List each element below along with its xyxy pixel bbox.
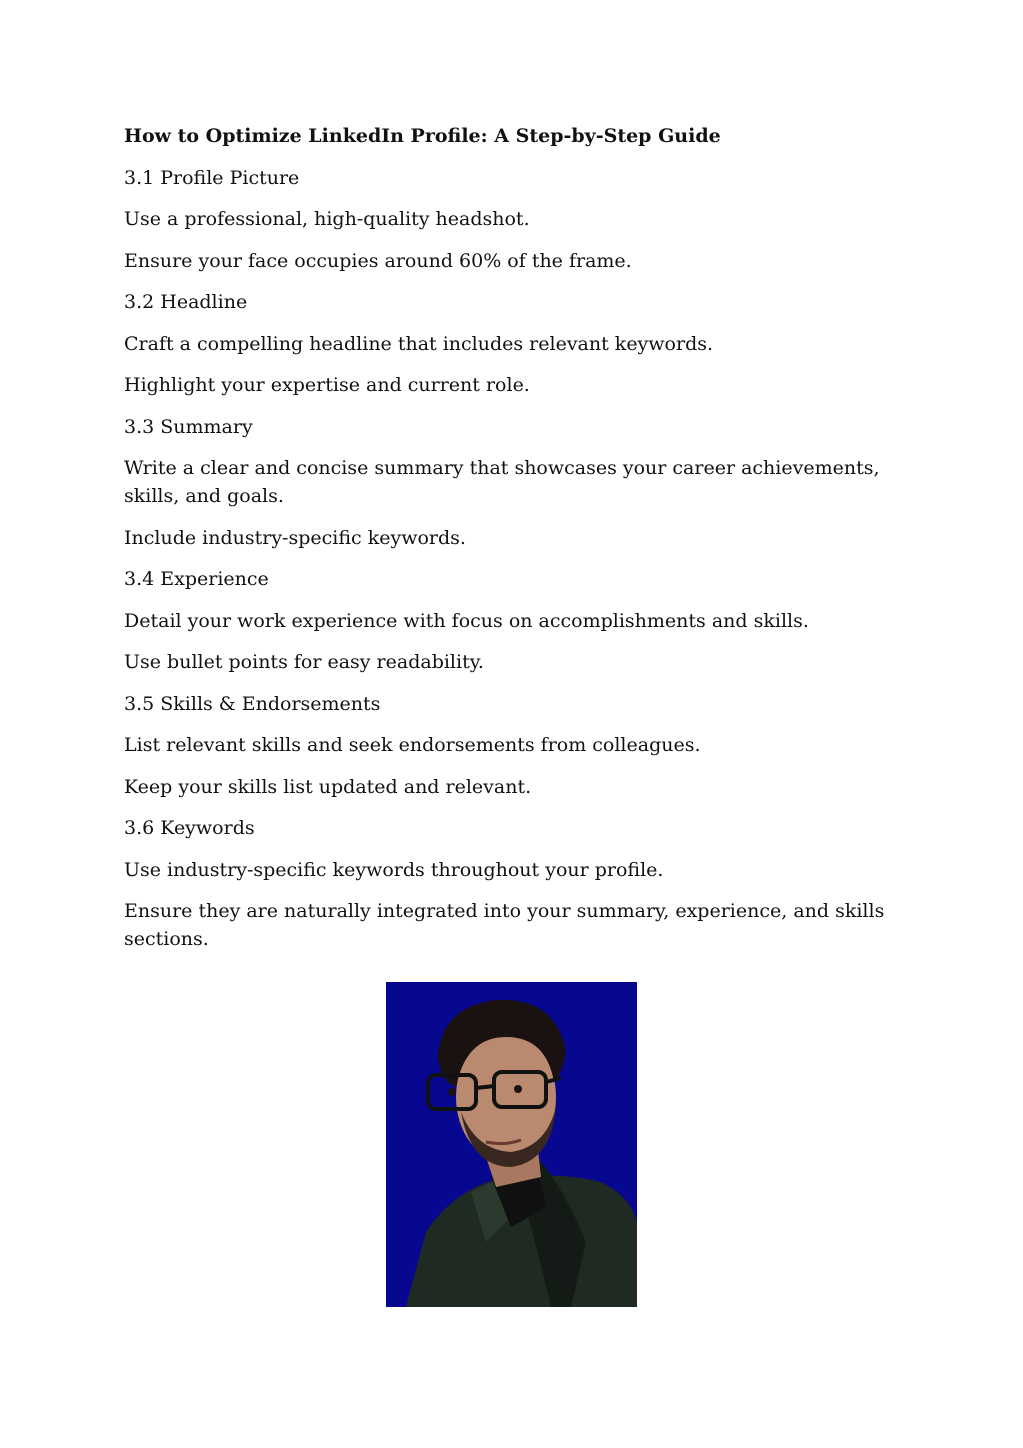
paragraph: Write a clear and concise summary that showcases your career achievements, skills, and goals. xyxy=(124,457,880,507)
document-body xyxy=(124,122,909,967)
paragraph: Ensure they are naturally integrated into your summary, experience, and skills sections. xyxy=(124,900,885,950)
paragraph: List relevant skills and seek endorsements from colleagues. xyxy=(124,734,701,756)
section-heading-profile-picture: 3.1 Profile Picture xyxy=(124,166,300,189)
section-heading-summary: 3.3 Summary xyxy=(124,415,253,438)
paragraph: Highlight your expertise and current role. xyxy=(124,374,530,396)
document-title: How to Optimize LinkedIn Profile: A Step-by-Step Guide xyxy=(124,125,721,147)
paragraph: Include industry-specific keywords. xyxy=(124,526,466,549)
paragraph: Keep your skills list updated and relevant. xyxy=(124,775,532,798)
section-heading-headline: 3.2 Headline xyxy=(124,291,248,313)
headshot-photo xyxy=(386,982,637,1307)
paragraph: Ensure your face occupies around 60% of the frame. xyxy=(124,249,632,272)
paragraph: Use a professional, high-quality headshot. xyxy=(124,208,530,230)
paragraph: Craft a compelling headline that includes relevant keywords. xyxy=(124,332,714,355)
paragraph: Use industry-specific keywords throughout your profile. xyxy=(124,858,664,881)
paragraph: Detail your work experience with focus on accomplishments and skills. xyxy=(124,609,809,632)
section-heading-keywords: 3.6 Keywords xyxy=(124,817,255,839)
paragraph: Use bullet points for easy readability. xyxy=(124,651,484,673)
section-heading-skills-endorsements: 3.5 Skills & Endorsements xyxy=(124,692,381,715)
section-heading-experience: 3.4 Experience xyxy=(124,568,269,590)
